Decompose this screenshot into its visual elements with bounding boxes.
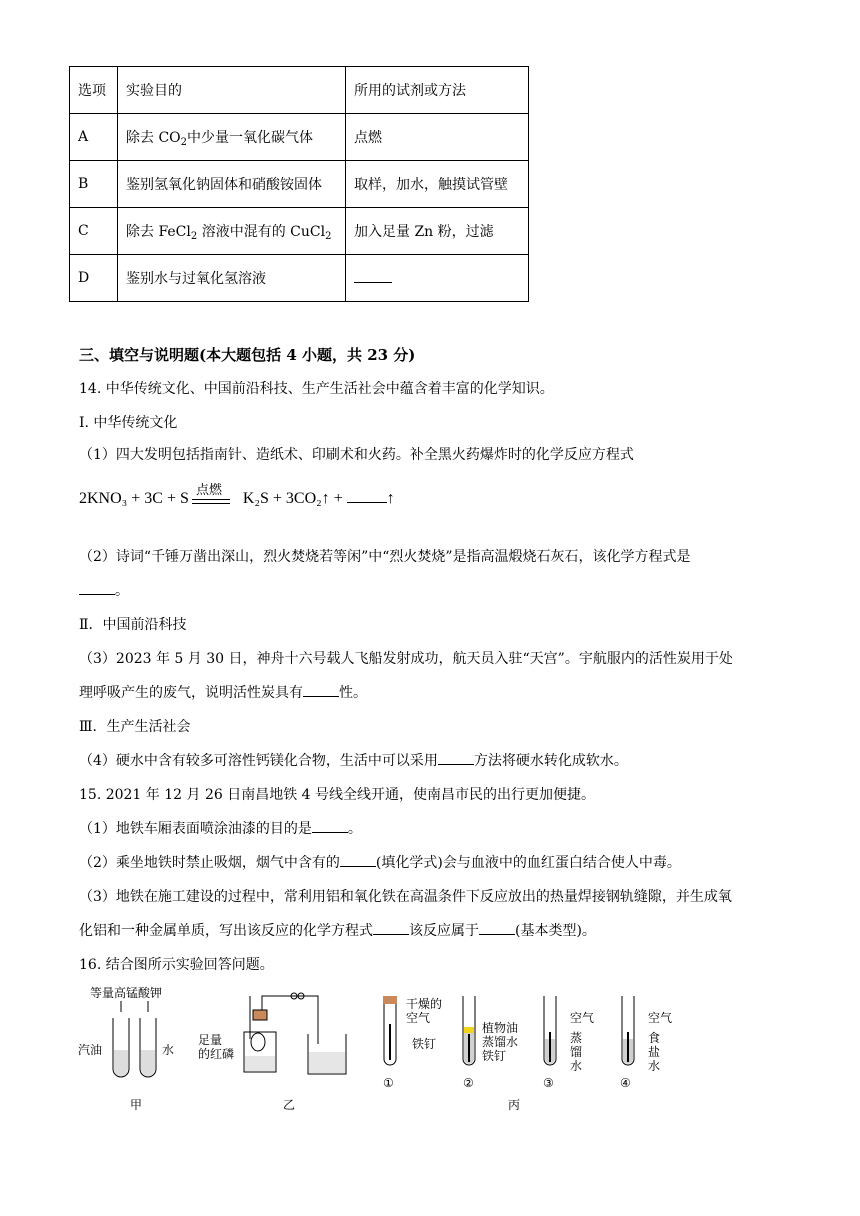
- experiment-jia: [78, 985, 174, 1112]
- equation-answer-blank[interactable]: [347, 490, 387, 503]
- yi-label-1: 足量: [198, 1033, 223, 1047]
- answer-blank[interactable]: [303, 684, 339, 697]
- t2-label-b: 蒸馏水: [482, 1035, 519, 1049]
- purpose-cell: 鉴别水与过氧化氢溶液: [118, 255, 346, 302]
- section-title: 三、填空与说明题(本大题包括 4 小题，共 23 分): [79, 346, 416, 364]
- table-header-cell: 实验目的: [118, 67, 346, 114]
- q15-sub1: （1）地铁车厢表面喷涂油漆的目的是 。: [79, 821, 362, 837]
- t4-label-c: 盐: [648, 1045, 661, 1059]
- q14-sub3-line2: 理呼吸产生的废气，说明活性炭具有 性。: [79, 685, 367, 701]
- option-letter: A: [70, 114, 118, 161]
- q15-sub3-line1: （3）地铁在施工建设的过程中，常利用铝和氧化铁在高温条件下反应放出的热量焊接钢轨缝隙，并生成氧: [79, 889, 732, 905]
- q14-sub1: （1）四大发明包括指南针、造纸术、印刷术和火药。补全黑火药爆炸时的化学反应方程式: [79, 447, 634, 463]
- tube-2-number: ②: [463, 1076, 474, 1090]
- purpose-cell: 除去 FeCl$_2$ 溶液中混有的 CuCl$_2$: [118, 208, 346, 255]
- q14-sub3-line1: （3）2023 年 5 月 30 日，神舟十六号载人飞船发射成功，航天员入驻“天宫”。宇航服内的活性炭用于处: [79, 651, 733, 667]
- option-letter: C: [70, 208, 118, 255]
- t4-label-a: 空气: [648, 1011, 673, 1025]
- jia-top-label: 等量高锰酸钾: [90, 986, 163, 1000]
- yi-label-2: 的红磷: [198, 1047, 235, 1061]
- method-cell: 加入足量 Zn 粉，过滤: [346, 208, 529, 255]
- t3-label-a: 空气: [570, 1011, 595, 1025]
- t2-label-c: 铁钉: [482, 1049, 507, 1063]
- table-row: [70, 114, 529, 161]
- q14-part1-heading: I. 中华传统文化: [79, 415, 178, 431]
- table-header-row: [70, 67, 529, 114]
- reaction-condition: 点燃: [196, 483, 223, 498]
- t1-label-b: 空气: [406, 1011, 431, 1025]
- q14-stem: 14. 中华传统文化、中国前沿科技、生产生活社会中蕴含着丰富的化学知识。: [79, 381, 554, 397]
- t2-label-a: 植物油: [482, 1021, 519, 1035]
- tube-1-number: ①: [383, 1076, 394, 1090]
- q15-stem: 15. 2021 年 12 月 26 日南昌地铁 4 号线全线开通，使南昌市民的出行更加便捷。: [79, 787, 596, 803]
- t3-label-c: 馏: [570, 1045, 583, 1059]
- t4-label-d: 水: [648, 1059, 661, 1073]
- experiment-yi: [198, 993, 346, 1112]
- answer-blank[interactable]: [79, 582, 115, 595]
- q14-sub2-line2: 。: [79, 582, 129, 600]
- jia-right-label: 水: [162, 1043, 175, 1057]
- jia-left-label: 汽油: [78, 1043, 103, 1057]
- q14-sub4: （4）硬水中含有较多可溶性钙镁化合物，生活中可以采用 方法将硬水转化成软水。: [79, 753, 628, 769]
- gas-arrow: ↑: [386, 490, 395, 507]
- purpose-cell: 鉴别氢氧化钠固体和硝酸铵固体: [118, 161, 346, 208]
- t3-label-b: 蒸: [570, 1031, 583, 1045]
- tube-3-number: ③: [543, 1076, 554, 1090]
- answer-blank[interactable]: [438, 752, 474, 765]
- q14-sub2-line1: （2）诗词“千锤万凿出深山，烈火焚烧若等闲”中“烈火焚烧”是指高温煅烧石灰石，该化学方程式是: [79, 549, 691, 565]
- jia-caption: 甲: [130, 1098, 143, 1112]
- chemical-equation: [79, 490, 395, 508]
- table-header-cell: 选项: [70, 67, 118, 114]
- option-letter: D: [70, 255, 118, 302]
- answer-blank[interactable]: [479, 922, 515, 935]
- t1-label-c: 铁钉: [412, 1037, 437, 1051]
- experiment-bing: [383, 996, 672, 1112]
- bing-caption: 丙: [508, 1098, 521, 1112]
- options-table: [69, 66, 529, 302]
- answer-blank[interactable]: [340, 854, 376, 867]
- answer-blank[interactable]: [312, 820, 348, 833]
- equation-right: K₂S + 3CO₂↑ +: [242, 490, 343, 507]
- table-row: [70, 161, 529, 208]
- table-header-cell: 所用的试剂或方法: [346, 67, 529, 114]
- t3-label-d: 水: [570, 1059, 583, 1073]
- q14-part2-heading: Ⅱ．中国前沿科技: [79, 617, 187, 633]
- tube-4-number: ④: [620, 1076, 631, 1090]
- option-letter: B: [70, 161, 118, 208]
- table-row: [70, 208, 529, 255]
- equation-left: 2KNO₃ + 3C + S: [79, 490, 189, 507]
- method-cell: 取样，加水，触摸试管壁: [346, 161, 529, 208]
- method-answer-blank[interactable]: [346, 255, 529, 302]
- experiment-figure: [78, 984, 688, 1114]
- yi-caption: 乙: [283, 1098, 296, 1112]
- purpose-cell: 除去 $CO_2$中少量一氧化碳气体: [118, 114, 346, 161]
- q16-stem: 16. 结合图所示实验回答问题。: [79, 957, 274, 973]
- answer-blank[interactable]: [373, 922, 409, 935]
- t1-label-a: 干燥的: [406, 997, 443, 1011]
- q15-sub2: （2）乘坐地铁时禁止吸烟，烟气中含有的 (填化学式)会与血液中的血红蛋白结合使人中毒。: [79, 855, 681, 871]
- q14-part3-heading: Ⅲ．生产生活社会: [79, 719, 191, 735]
- q15-sub3-line2: 化铝和一种金属单质，写出该反应的化学方程式 该反应属于 (基本类型)。: [79, 923, 596, 939]
- t4-label-b: 食: [648, 1031, 661, 1045]
- table-row: [70, 255, 529, 302]
- method-cell: 点燃: [346, 114, 529, 161]
